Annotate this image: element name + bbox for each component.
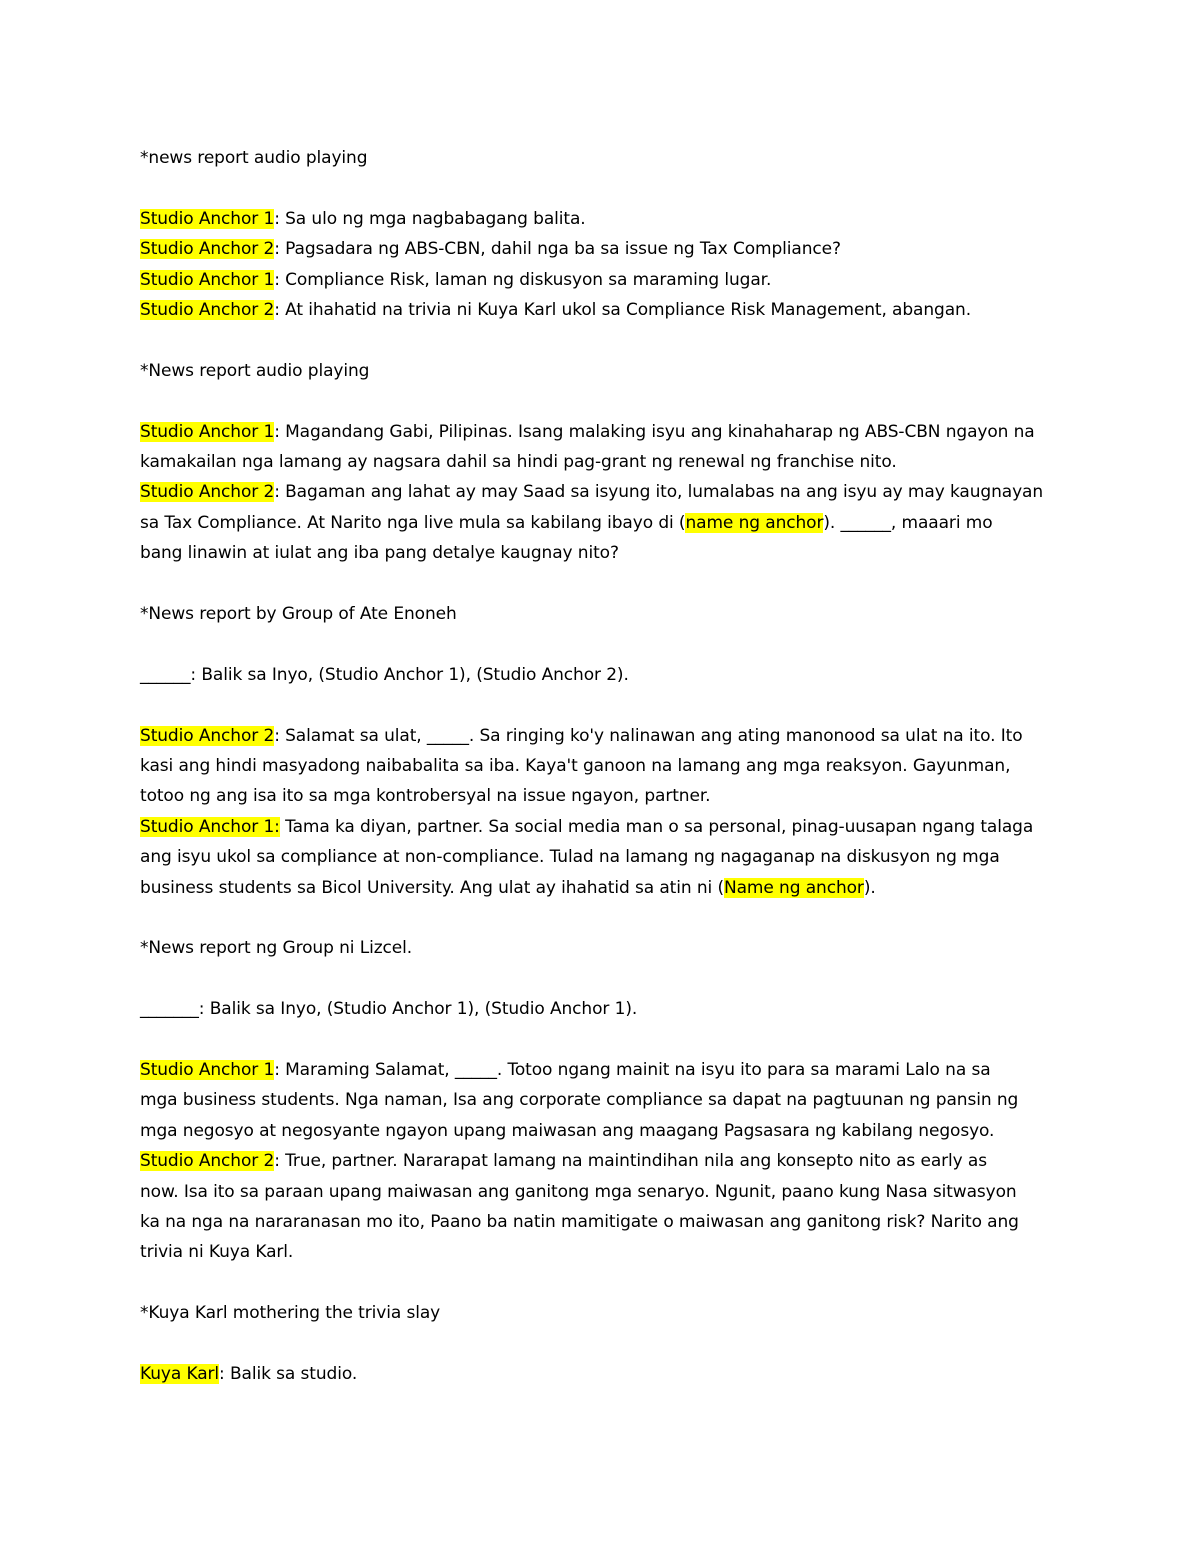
stage-cue: *News report by Group of Ate Enoneh — [140, 604, 457, 625]
dialogue-continuation: sa Tax Compliance. At Narito nga live mula sa kabilang ibayo di (name ng anchor). ______, maaari mo — [140, 512, 993, 533]
spacer — [140, 1268, 1080, 1298]
speaker-highlight: Studio Anchor 1 — [140, 269, 275, 290]
spacer — [140, 1329, 1080, 1359]
dialogue-line: Studio Anchor 2: True, partner. Nararapat lamang na maintindihan nila ang konsepto nito as early as — [140, 1151, 987, 1172]
dialogue-continuation: mga negosyo at negosyante ngayon upang maiwasan ang maagang Pagsasara ng kabilang negosyo. — [140, 1120, 995, 1141]
dialogue-line: Studio Anchor 2: Salamat sa ulat, _____. Sa ringing ko'y nalinawan ang ating manonood sa ulat na ito. Ito — [140, 725, 1023, 746]
dialogue-continuation: kamakailan nga lamang ay nagsara dahil sa hindi pag-grant ng renewal ng franchise nito. — [140, 452, 897, 473]
dialogue-continuation: business students sa Bicol University. Ang ulat ay ihahatid sa atin ni (Name ng anchor). — [140, 877, 876, 898]
dialogue-continuation: now. Isa ito sa paraan upang maiwasan ang ganitong mga senaryo. Ngunit, paano kung Nasa sitwasyon — [140, 1181, 1017, 1202]
placeholder-highlight: Name ng anchor — [723, 877, 864, 898]
speaker-highlight: Studio Anchor 1 — [140, 1060, 275, 1081]
dialogue-line: Kuya Karl: Balik sa studio. — [140, 1364, 358, 1385]
spacer — [140, 903, 1080, 933]
speaker-highlight: Studio Anchor 2 — [140, 725, 275, 746]
spacer — [140, 325, 1080, 355]
dialogue-line: ______: Balik sa Inyo, (Studio Anchor 1), (Studio Anchor 2). — [140, 664, 629, 685]
dialogue-line: Studio Anchor 2: Pagsadara ng ABS-CBN, dahil nga ba sa issue ng Tax Compliance? — [140, 239, 841, 260]
speaker-highlight: Studio Anchor 1: — [140, 816, 280, 837]
stage-cue: *News report ng Group ni Lizcel. — [140, 938, 413, 959]
dialogue-line: _______: Balik sa Inyo, (Studio Anchor 1), (Studio Anchor 1). — [140, 999, 638, 1020]
spacer — [140, 964, 1080, 994]
dialogue-line: Studio Anchor 1: Maraming Salamat, _____. Totoo ngang mainit na isyu ito para sa marami Lalo na sa — [140, 1060, 991, 1081]
dialogue-continuation: kasi ang hindi masyadong naibabalita sa iba. Kaya't ganoon na lamang ang mga reaksyon. Gayunman, — [140, 756, 1011, 777]
dialogue-line: Studio Anchor 2: Bagaman ang lahat ay may Saad sa isyung ito, lumalabas na ang isyu ay may kaugnayan — [140, 482, 1044, 503]
speaker-highlight: Studio Anchor 1 — [140, 421, 275, 442]
spacer — [140, 569, 1080, 599]
spacer — [140, 386, 1080, 416]
spacer — [140, 629, 1080, 659]
speaker-highlight: Kuya Karl — [140, 1364, 220, 1385]
dialogue-continuation: mga business students. Nga naman, Isa ang corporate compliance sa dapat na pagtuunan ng pansin ng — [140, 1090, 1019, 1111]
dialogue-line: Studio Anchor 1: Magandang Gabi, Pilipinas. Isang malaking isyu ang kinahaharap ng ABS-CBN ngayon na — [140, 421, 1035, 442]
dialogue-continuation: ang isyu ukol sa compliance at non-compliance. Tulad na lamang ng nagaganap na diskusyon ng mga — [140, 847, 1000, 868]
spacer — [140, 1025, 1080, 1055]
spacer — [140, 690, 1080, 720]
dialogue-continuation: totoo ng ang isa ito sa mga kontrobersyal na issue ngayon, partner. — [140, 786, 711, 807]
speaker-highlight: Studio Anchor 2 — [140, 300, 275, 321]
stage-cue: *news report audio playing — [140, 148, 368, 168]
dialogue-continuation: trivia ni Kuya Karl. — [140, 1242, 294, 1263]
dialogue-continuation: bang linawin at iulat ang iba pang detalye kaugnay nito? — [140, 543, 619, 564]
placeholder-highlight: name ng anchor — [685, 512, 824, 533]
dialogue-line: Studio Anchor 1: Compliance Risk, laman ng diskusyon sa maraming lugar. — [140, 269, 772, 290]
dialogue-continuation: ka na nga na nararanasan mo ito, Paano ba natin mamitigate o maiwasan ang ganitong risk? Narito ang — [140, 1212, 1019, 1233]
speaker-highlight: Studio Anchor 2 — [140, 482, 275, 503]
dialogue-line: Studio Anchor 1: Tama ka diyan, partner. Sa social media man o sa personal, pinag-uusapan ngang talaga — [140, 816, 1034, 837]
dialogue-line: Studio Anchor 1: Sa ulo ng mga nagbabagang balita. — [140, 208, 586, 229]
stage-cue: *News report audio playing — [140, 360, 370, 381]
spacer — [140, 173, 1080, 203]
speaker-highlight: Studio Anchor 2 — [140, 239, 275, 260]
speaker-highlight: Studio Anchor 1 — [140, 208, 275, 229]
stage-cue: *Kuya Karl mothering the trivia slay — [140, 1303, 441, 1324]
speaker-highlight: Studio Anchor 2 — [140, 1151, 275, 1172]
dialogue-line: Studio Anchor 2: At ihahatid na trivia ni Kuya Karl ukol sa Compliance Risk Management, abangan. — [140, 300, 972, 321]
